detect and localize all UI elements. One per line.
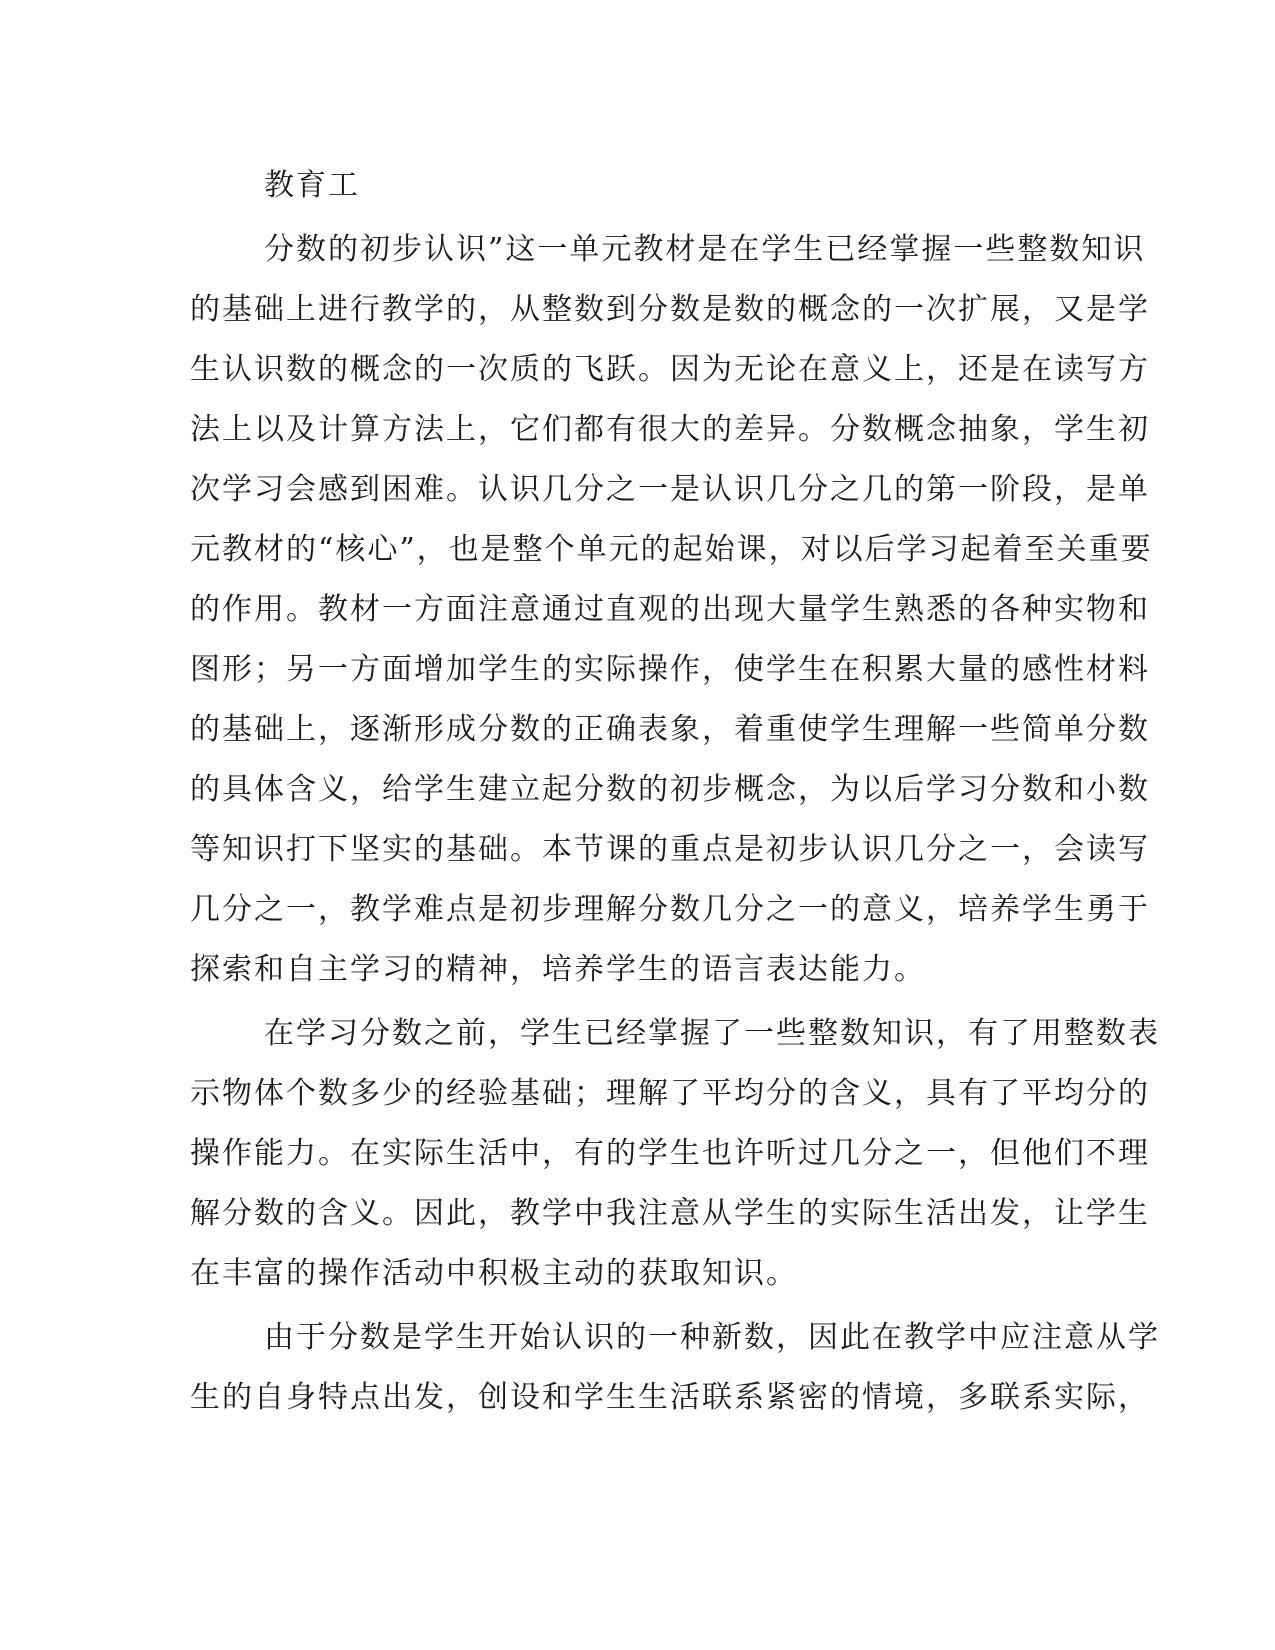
text-line: 图形；另一方面增加学生的实际操作，使学生在积累大量的感性材料 [190, 652, 1150, 687]
paragraph-2 [190, 1004, 1160, 1304]
text-line: 几分之一，教学难点是初步理解分数几分之一的意义，培养学生勇于 [190, 892, 1150, 927]
text-line: 的基础上，逐渐形成分数的正确表象，着重使学生理解一些简单分数 [190, 712, 1150, 747]
text-line: 在丰富的操作活动中积极主动的获取知识。 [190, 1256, 798, 1291]
text-line: 次学习会感到困难。认识几分之一是认识几分之几的第一阶段，是单 [190, 472, 1150, 507]
text-line: 元教材的“核心”，也是整个单元的起始课，对以后学习起着至关重要 [190, 532, 1153, 567]
text-line: 分数的初步认识”这一单元教材是在学生已经掌握一些整数知识 [264, 232, 1146, 267]
text-line: 生的自身特点出发，创设和学生生活联系紧密的情境，多联系实际， [190, 1380, 1150, 1415]
text-line: 的作用。教材一方面注意通过直观的出现大量学生熟悉的各种实物和 [190, 592, 1150, 627]
text-line: 探索和自主学习的精神，培养学生的语言表达能力。 [190, 952, 926, 987]
text-line: 法上以及计算方法上，它们都有很大的差异。分数概念抽象，学生初 [190, 412, 1150, 447]
document-heading: 教育工 [264, 168, 360, 203]
paragraph-1 [190, 220, 1153, 1000]
text-line: 由于分数是学生开始认识的一种新数，因此在教学中应注意从学 [264, 1320, 1160, 1355]
text-line: 生认识数的概念的一次质的飞跃。因为无论在意义上，还是在读写方 [190, 352, 1150, 387]
text-line: 的具体含义，给学生建立起分数的初步概念，为以后学习分数和小数 [190, 772, 1150, 807]
text-line: 示物体个数多少的经验基础；理解了平均分的含义，具有了平均分的 [190, 1076, 1150, 1111]
text-line: 在学习分数之前，学生已经掌握了一些整数知识，有了用整数表 [264, 1016, 1160, 1051]
text-line: 解分数的含义。因此，教学中我注意从学生的实际生活出发，让学生 [190, 1196, 1150, 1231]
text-line: 的基础上进行教学的，从整数到分数是数的概念的一次扩展，又是学 [190, 292, 1150, 327]
text-line: 操作能力。在实际生活中，有的学生也许听过几分之一，但他们不理 [190, 1136, 1150, 1171]
paragraph-3 [190, 1308, 1160, 1428]
document-body [190, 156, 1160, 1432]
text-line: 等知识打下坚实的基础。本节课的重点是初步认识几分之一，会读写 [190, 832, 1150, 867]
